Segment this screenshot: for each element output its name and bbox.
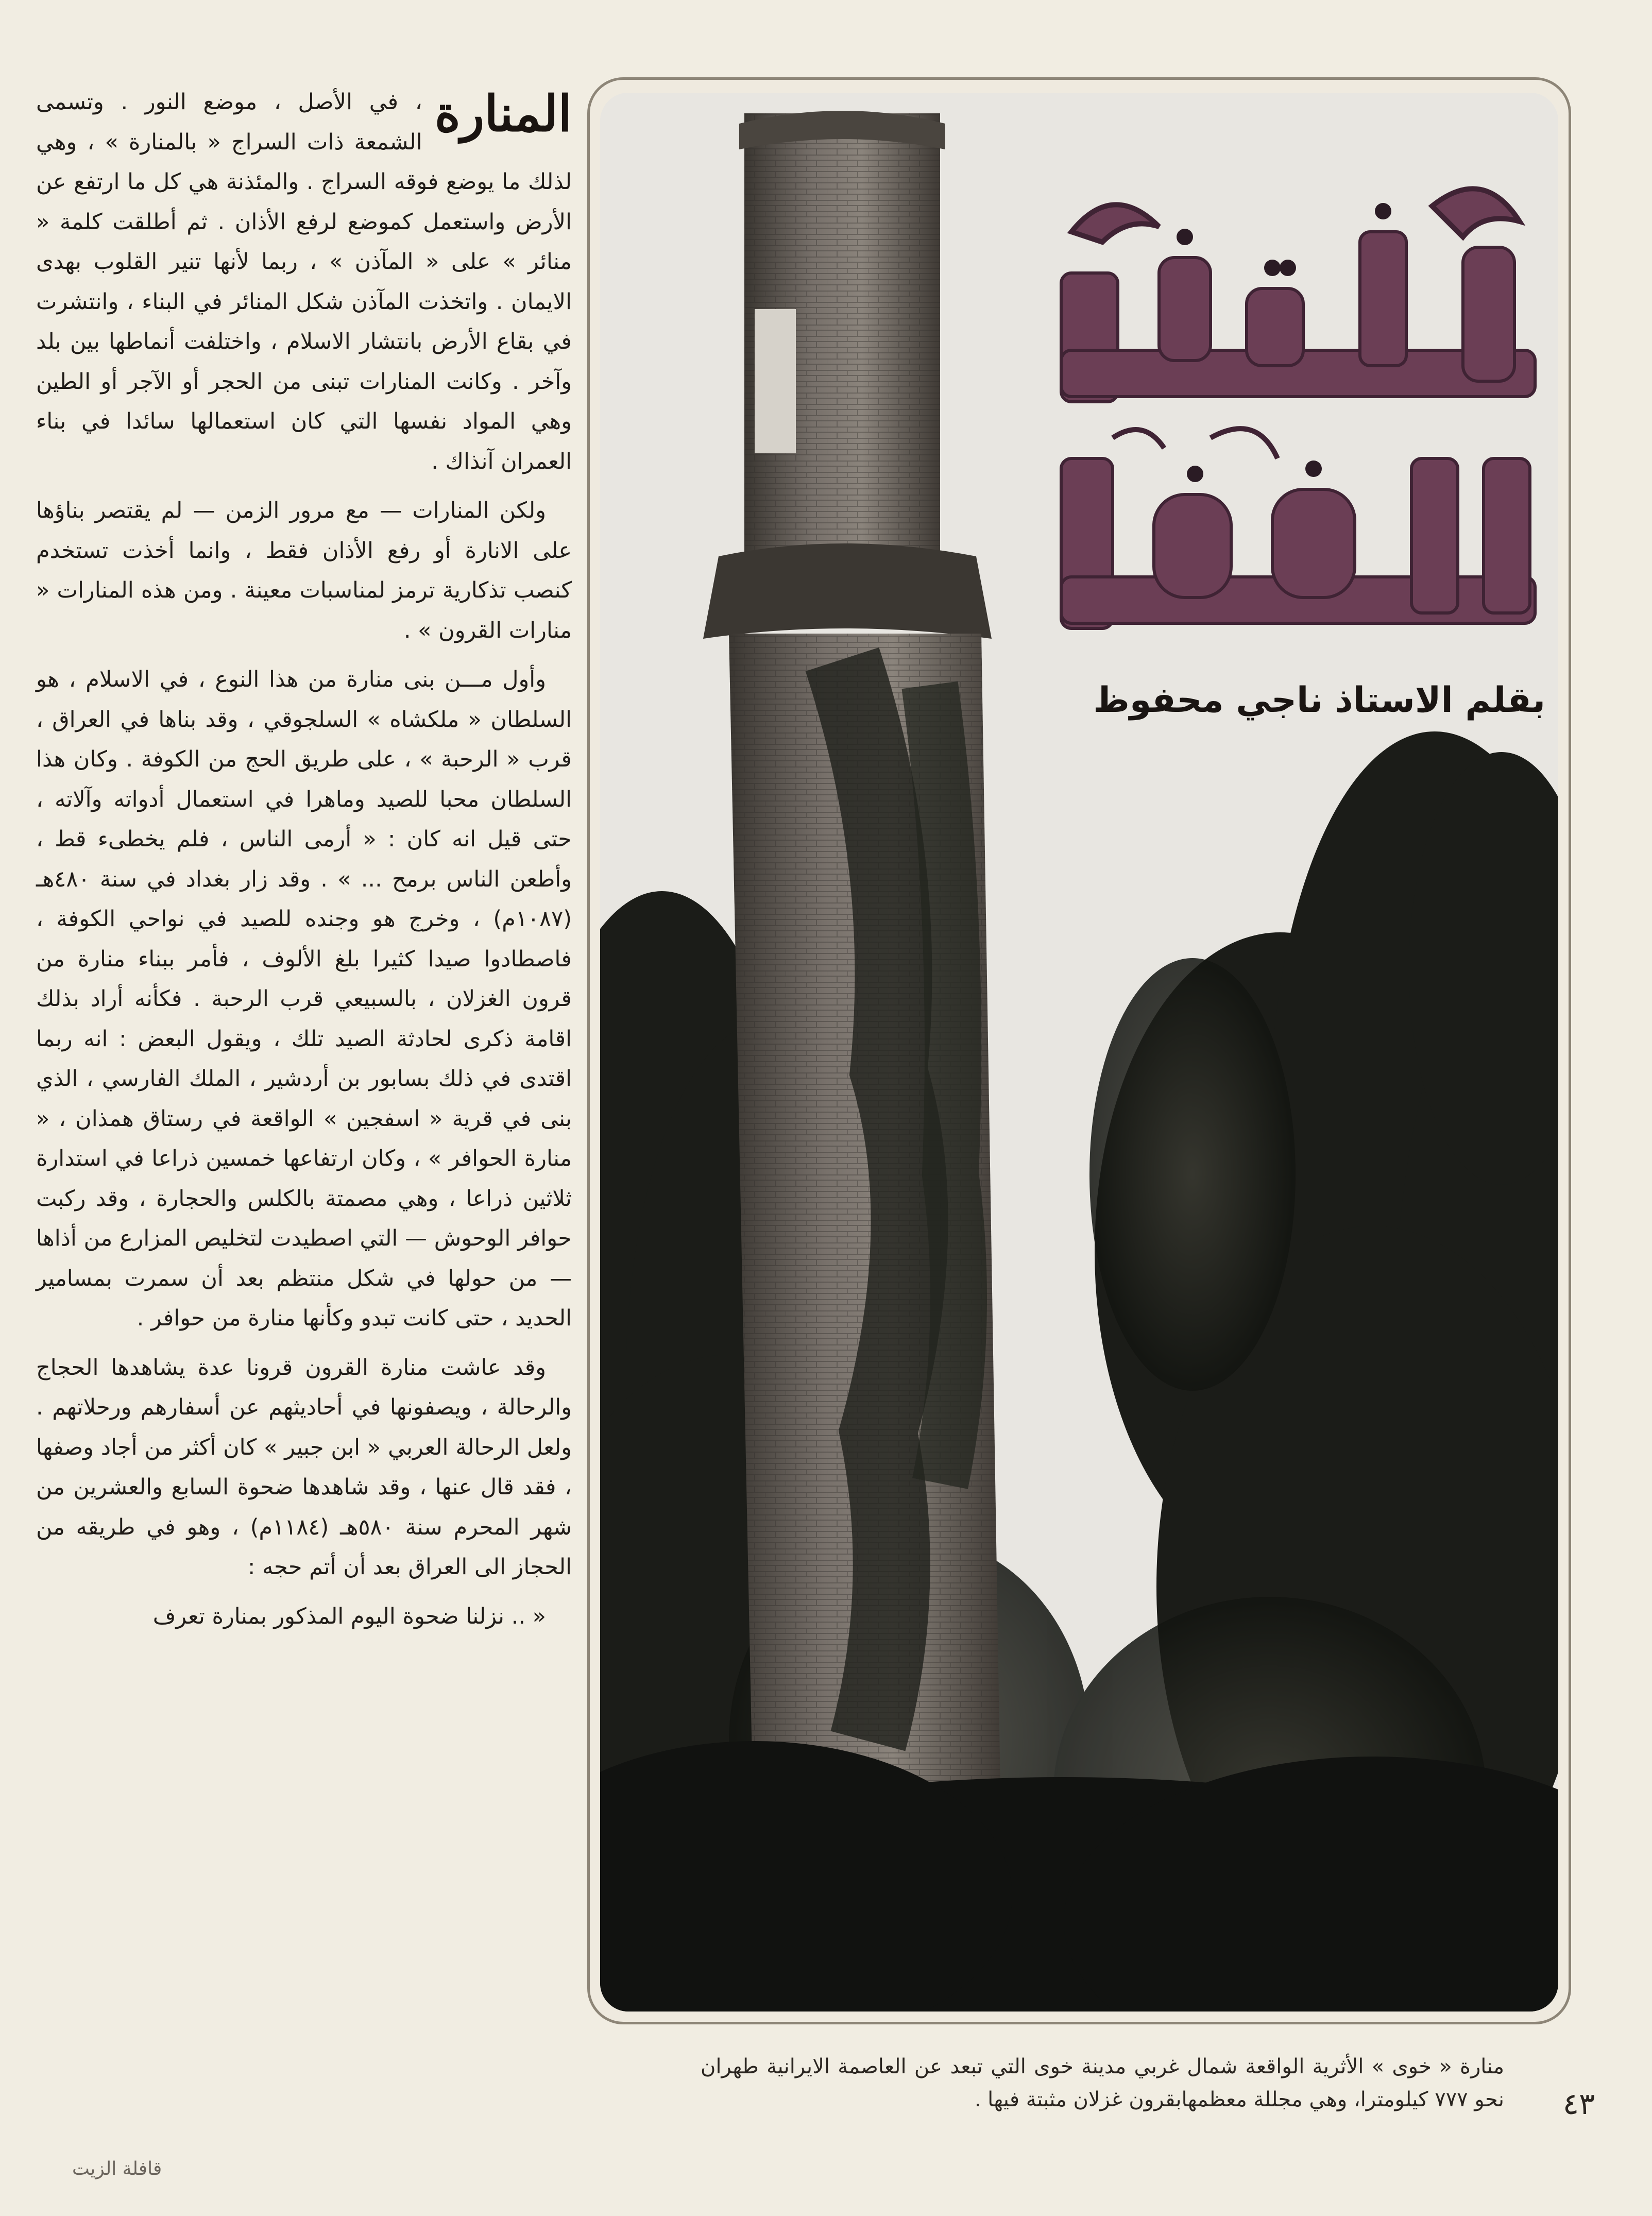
photo-caption: منارة « خوى » الأثرية الواقعة شمال غربي مدينة خوى التي تبعد عن العاصمة الايرانية طهران نحو ٧٧٧ كيلومترا، وهي مجللة معظمهابقرون غزلان مثبتة فيها . [701, 2055, 1504, 2111]
article-body [36, 82, 572, 2030]
article-paragraph: ولكن المنارات — مع مرور الزمن — لم يقتصر بناؤها على الانارة أو رفع الأذان فقط ، وانما أخذت تستخدم كنصب تذكارية ترمز لمناسبات معينة . ومن هذه المنارات « منارات القرون » . [36, 498, 572, 643]
article-paragraph: وأول مـــن بنى منارة من هذا النوع ، في الاسلام ، هو السلطان « ملكشاه » السلجوقي ، وقد بناها في العراق ، قرب « الرحبة » ، على طريق الحج من الكوفة . وكان هذا السلطان محبا للصيد وماهرا في استعمال أدواته وآلاته ، حتى قيل انه كان : « أرمى الناس ، فلم يخطىء قط ، وأطعن الناس برمح ... » . وقد زار بغداد في سنة ٤٨٠هـ (١٠٨٧م) ، وخرج هو وجنده للصيد في نواحي الكوفة ، فاصطادوا صيدا كثيرا بلغ الألوف ، فأمر ببناء منارة من قرون الغزلان ، بالسبيعي قرب الرحبة . فكأنه أراد بذلك اقامة ذكرى لحادثة الصيد تلك ، ويقول البعض : انه ربما اقتدى في ذلك بسابور بن أردشير ، الملك الفارسي ، الذي بنى في قرية « اسفجين » الواقعة في رستاق همذان ، « منارة الحوافر » ، وكان ارتفاعها خمسين ذراعا في استدارة ثلاثين ذراعا ، وهي مصمتة بالكلس والحجارة ، وقد ركبت حوافر الوحوش — التي اصطيدت لتخليص المزارع من أذاها — من حولها في شكل منتظم بعد أن سمرت بمسامير الحديد ، حتى كانت تبدو وكأنها منارة من حوافر . [36, 667, 572, 1331]
title-lettering [1041, 170, 1540, 654]
article-paragraph: « .. نزلنا ضحوة اليوم المذكور بمنارة تعرف [152, 1603, 546, 1629]
page-number: ٤٣ [1562, 2086, 1595, 2121]
article-paragraph: ، في الأصل ، موضع النور . وتسمى الشمعة ذات السراج « بالمنارة » ، وهي لذلك ما يوضع فوقه السراج . والمئذنة هي كل ما ارتفع عن الأرض واستعمل كموضع لرفع الأذان . ثم أطلقت كلمة « منائر » على « المآذن » ، ربما لأنها تنير القلوب بهدى الايمان . واتخذت المآذن شكل المنائر في البناء ، وانتشرت في بقاع الأرض بانتشار الاسلام ، واختلفت أنماطها بين بلد وآخر . وكانت المنارات تبنى من الحجر أو الآجر أو الطين وهي المواد نفسها التي كان استعمالها سائدا في بناء العمران آنذاك . [36, 89, 572, 474]
byline: بقلم الاستاذ ناجي محفوظ [1093, 680, 1545, 721]
article-paragraph: وقد عاشت منارة القرون قرونا عدة يشاهدها الحجاج والرحالة ، ويصفونها في أحاديثهم عن أسفارهم ورحلاتهم . ولعل الرحالة العربي « ابن جبير » كان أكثر من أجاد وصفها ، فقد قال عنها ، وقد شاهدها ضحوة السابع والعشرين من شهر المحرم سنة ٥٨٠هـ (١١٨٤م) ، وهو في طريقه من الحجاز الى العراق بعد أن أتم حجه : [36, 1354, 572, 1580]
lead-word: المنارة [434, 84, 572, 143]
magazine-name: قافلة الزيت [72, 2158, 162, 2179]
foreground-foliage [600, 1741, 1558, 2012]
